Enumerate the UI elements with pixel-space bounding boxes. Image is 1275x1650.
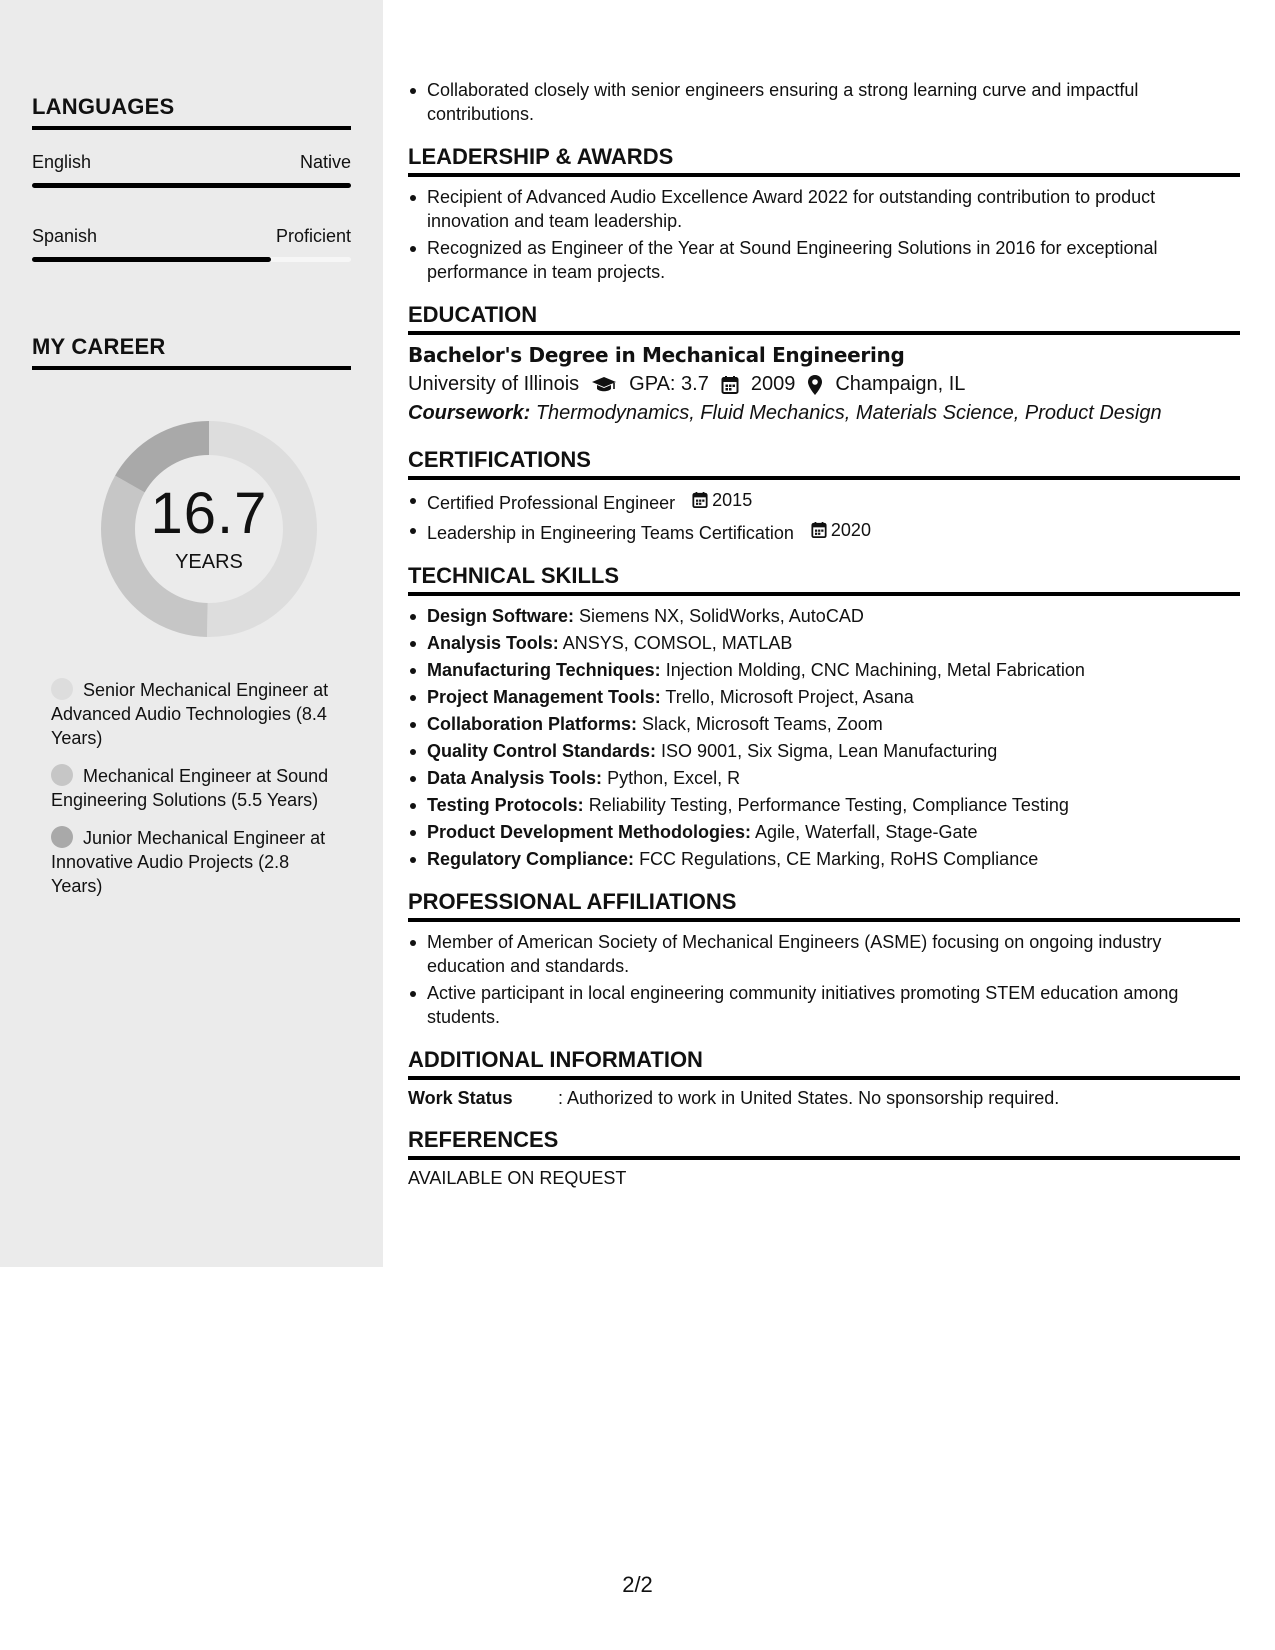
additional-info-heading: ADDITIONAL INFORMATION [408,1047,1240,1080]
degree-title: Bachelor's Degree in Mechanical Engineering [408,343,905,367]
leadership-list [408,185,1240,284]
skill-item: Product Development Methodologies: Agile, Waterfall, Stage-Gate [408,820,1240,844]
school-name: University of Illinois [408,373,580,395]
calendar-icon [692,491,708,509]
skill-item: Collaboration Platforms: Slack, Microsoft Teams, Zoom [408,712,1240,736]
skill-item: Quality Control Standards: ISO 9001, Six Sigma, Lean Manufacturing [408,739,1240,763]
career-item: Junior Mechanical Engineer at Innovative Audio Projects (2.8 Years) [51,828,326,896]
legend-dot [51,678,73,700]
bullet-item: Recognized as Engineer of the Year at Sound Engineering Solutions in 2016 for exceptional performance in team projects. [408,236,1240,284]
skill-item: Regulatory Compliance: FCC Regulations, CE Marking, RoHS Compliance [408,847,1240,871]
work-status-value: : Authorized to work in United States. No sponsorship required. [558,1088,1060,1108]
bullet-item: Member of American Society of Mechanical Engineers (ASME) focusing on ongoing industry education and standards. [408,930,1240,978]
career-total-unit: YEARS [175,550,243,573]
skill-item: Analysis Tools: ANSYS, COMSOL, MATLAB [408,631,1240,655]
affiliations-list [408,930,1240,1029]
page-number: 2/2 [622,1572,653,1597]
work-status-label: Work Status [408,1088,513,1108]
language-item [32,226,351,262]
skill-item: Project Management Tools: Trello, Microsoft Project, Asana [408,685,1240,709]
languages-heading: LANGUAGES [32,94,351,130]
language-name: English [32,152,92,172]
language-proficiency-bar [32,183,351,188]
skills-list [408,604,1240,871]
career-donut-chart [94,414,324,644]
language-proficiency-fill [32,257,271,262]
skill-item: Design Software: Siemens NX, SolidWorks, AutoCAD [408,604,1240,628]
career-list [32,678,351,898]
skill-item: Testing Protocols: Reliability Testing, Performance Testing, Compliance Testing [408,793,1240,817]
language-level: Proficient [275,226,351,246]
certification-year: 2020 [830,520,871,540]
coursework-list: Thermodynamics, Fluid Mechanics, Materials Science, Product Design [535,402,1162,424]
skill-item: Data Analysis Tools: Python, Excel, R [408,766,1240,790]
career-heading: MY CAREER [32,334,351,370]
language-proficiency-fill [32,183,351,188]
certification-item: Certified Professional Engineer 2015 [408,488,1240,515]
bullet-item: Recipient of Advanced Audio Excellence Award 2022 for outstanding contribution to product innovation and team leadership. [408,185,1240,233]
graduation-year: 2009 [750,373,796,395]
graduation-cap-icon [591,376,617,394]
affiliations-heading: PROFESSIONAL AFFILIATIONS [408,889,1240,922]
school-location: Champaign, IL [835,373,966,395]
language-name: Spanish [32,226,98,246]
legend-dot [51,826,73,848]
language-item [32,152,351,188]
skills-heading: TECHNICAL SKILLS [408,563,1240,596]
career-total-value: 16.7 [150,480,268,546]
gpa: GPA: 3.7 [629,373,709,395]
skill-item: Manufacturing Techniques: Injection Molding, CNC Machining, Metal Fabrication [408,658,1240,682]
education-heading: EDUCATION [408,302,1240,335]
location-pin-icon [807,374,823,396]
work-status-row [408,1088,1240,1109]
certifications-list [408,488,1240,545]
bullet-item: Active participant in local engineering community initiatives promoting STEM education among students. [408,981,1240,1029]
bullet-item: Collaborated closely with senior engineers ensuring a strong learning curve and impactful contributions. [408,78,1240,126]
career-item: Mechanical Engineer at Sound Engineering Solutions (5.5 Years) [51,766,329,810]
certifications-heading: CERTIFICATIONS [408,447,1240,480]
language-level: Native [299,152,351,172]
certification-year: 2015 [712,490,753,510]
references-text: AVAILABLE ON REQUEST [408,1168,627,1188]
calendar-icon [811,521,827,539]
leadership-heading: LEADERSHIP & AWARDS [408,144,1240,177]
coursework-label: Coursework: [408,402,531,424]
certification-item: Leadership in Engineering Teams Certification 2020 [408,518,1240,545]
experience-bullets [408,78,1240,126]
sidebar [0,0,383,1267]
legend-dot [51,764,73,786]
language-proficiency-bar [32,257,351,262]
career-item: Senior Mechanical Engineer at Advanced Audio Technologies (8.4 Years) [51,680,329,748]
education-entry [408,343,1240,425]
calendar-icon [721,375,739,395]
references-heading: REFERENCES [408,1127,1240,1160]
main-content [408,78,1240,1189]
